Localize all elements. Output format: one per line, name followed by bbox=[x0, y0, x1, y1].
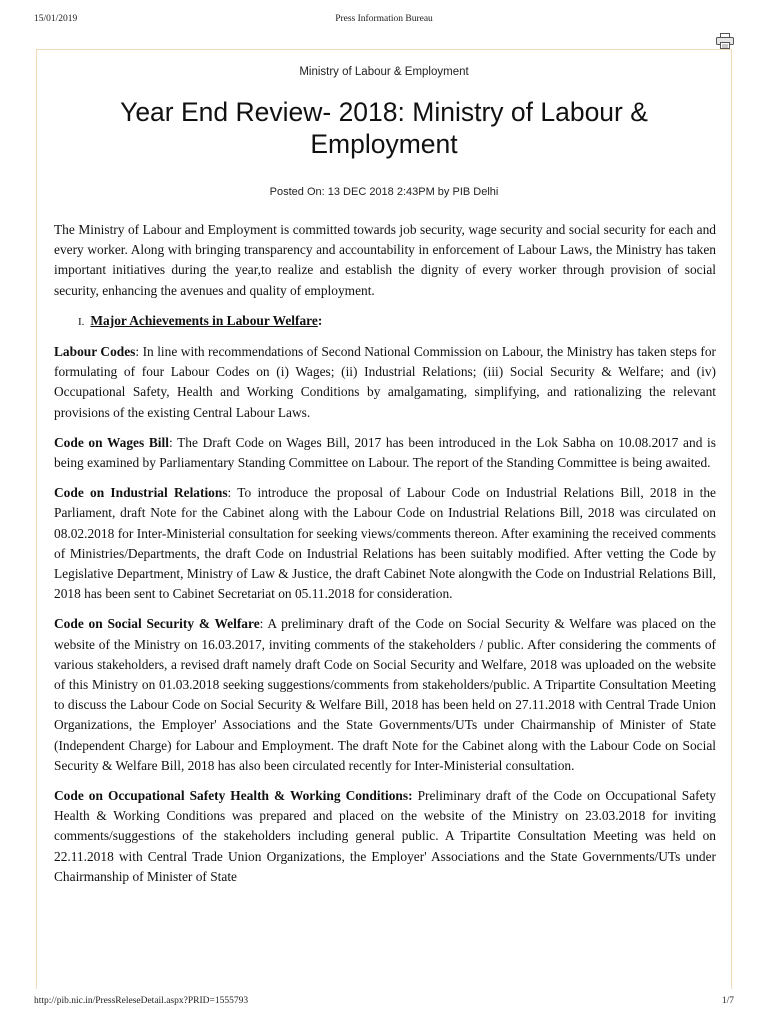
page-number: 1/7 bbox=[721, 996, 734, 1006]
site-title: Press Information Bureau bbox=[335, 14, 433, 24]
paragraph-occupational-safety bbox=[54, 786, 716, 887]
intro-paragraph: The Ministry of Labour and Employment is committed towards job security, wage security and social security for each and every worker. Along with bringing transparency and accountability in enforcement of Labour Laws, the Ministry has taken important initiatives during the year,to realize and establish the dignity of every worker through provision of social security, enhancing the avenues and quality of employment. bbox=[54, 222, 716, 298]
print-header bbox=[34, 14, 734, 28]
press-release-frame bbox=[36, 49, 732, 989]
paragraph-lead: Code on Social Security & Welfare bbox=[54, 616, 260, 632]
section-number: I. bbox=[78, 315, 85, 328]
paragraph-industrial-relations: Code on Industrial Relations: To introduce the proposal of Labour Code on Industrial Relations Bill, 2018 in the Parliament, draft Note for the Cabinet along with the Labour Code on Industrial Relations Bill, 2018 was circulated on 08.02.2018 for Inter-Ministerial consultation for seeking views/comments thereon. After examining the received comments of Ministries/Departments, the draft Code on Industrial Relations has been suitably modified. After vetting the Code by Legislative Department, Ministry of Law & Justice, the draft Cabinet Note alongwith the Code on Industrial Relations Bill, 2018 has been sent to Cabinet Secretariat on 05.11.2018 for consideration. bbox=[54, 485, 717, 602]
paragraph-lead: Labour Codes bbox=[54, 344, 136, 360]
paragraph-labour-codes: Labour Codes: In line with recommendations of Second National Commission on Labour, the Ministry has taken steps for formulating of four Labour Codes on (i) Wages; (ii) Industrial Relations; (iii) Social Security & Welfare; and (iv) Occupational Safety, Health and Working Conditions by amalgamating, simplifying, and rationalizing the relevant provisions of the existing Central Labour Laws. bbox=[54, 344, 716, 420]
posted-on: Posted On: 13 DEC 2018 2:43PM by PIB Delhi bbox=[269, 186, 499, 198]
paragraph-text: In line with recommendations of Second National Commission on Labour, the Ministry has taken steps for formulating of four Labour Codes on (i) Wages; (ii) Industrial Relations; (iii) Social Security & Welfare; and (iv) Occupational Safety, Health and Working Conditions by amalgamating, simplifying, and rationalizing the relevant provisions of the existing Central Labour Laws. bbox=[54, 344, 716, 420]
paragraph-text: The Draft Code on Wages Bill, 2017 has been introduced in the Lok Sabha on 10.08.2017 and is being examined by Parliamentary Standing Committee on Labour. The report of the Standing Committee is being awaited. bbox=[54, 434, 716, 471]
paragraph-lead: Code on Occupational Safety Health & Working Conditions: bbox=[54, 788, 413, 804]
paragraph-lead: Code on Industrial Relations bbox=[54, 485, 228, 501]
section-label: Major Achievements in Labour Welfare bbox=[90, 312, 318, 328]
paragraph-text: Preliminary draft of the Code on Occupational Safety Health & Working Conditions was prepared and placed on the website of the Ministry on 23.03.2018 for inviting comments/suggestions of the stakeholders including general public. A Tripartite Consultation Meeting was held on 22.11.2018 with Central Trade Union Organizations, the Employer' Associations and the State Governments/UTs under Chairmanship of Minister of State bbox=[54, 788, 716, 884]
ministry-name: Ministry of Labour & Employment bbox=[299, 66, 469, 78]
page-title: Year End Review- 2018: Ministry of Labour & Employment bbox=[120, 97, 648, 159]
paragraph-social-security: Code on Social Security & Welfare: A preliminary draft of the Code on Social Security & Welfare was placed on the website of the Ministry on 16.03.2017, inviting comments of the stakeholders / public. After considering the comments of various stakeholders, a revised draft namely draft Code on Social Security and Welfare, 2018 was uploaded on the website of this Ministry on 01.03.2018 seeking suggestions/comments from stakeholders/public. A Tripartite Consultation Meeting to discuss the Labour Code on Social Security & Welfare Bill, 2018 has been held on 27.11.2018 with Central Trade Union Organizations, the Employer' Associations and the State Governments/UTs under Chairmanship of Minister of State (Independent Charge) for Labour and Employment. The draft Note for the Cabinet along with the Labour Code on Social Security & Welfare Bill, 2018 has also been circulated recently for Inter-Ministerial consultation. bbox=[54, 616, 716, 773]
section-heading: I. Major Achievements in Labour Welfare: bbox=[78, 312, 323, 328]
print-date: 15/01/2019 bbox=[34, 14, 78, 24]
print-footer bbox=[34, 996, 734, 1010]
paragraph-text: A preliminary draft of the Code on Social Security & Welfare was placed on the website of the Ministry on 16.03.2017, inviting comments of the stakeholders / public. After considering the comments of various stakeholders, a revised draft namely draft Code on Social Security and Welfare, 2018 was uploaded on the website of this Ministry on 01.03.2018 seeking suggestions/comments from stakeholders/public. A Tripartite Consultation Meeting to discuss the Labour Code on Social Security & Welfare Bill, 2018 has been held on 27.11.2018 with Central Trade Union Organizations, the Employer' Associations and the State Governments/UTs under Chairmanship of Minister of State (Independent Charge) for Labour and Employment. The draft Note for the Cabinet along with the Labour Code on Social Security & Welfare Bill, 2018 has also been circulated recently for Inter-Ministerial consultation. bbox=[54, 616, 716, 773]
paragraph-lead: Code on Wages Bill bbox=[54, 434, 169, 450]
paragraph-code-on-wages: Code on Wages Bill: The Draft Code on Wages Bill, 2017 has been introduced in the Lok Sabha on 10.08.2017 and is being examined by Parliamentary Standing Committee on Labour. The report of the Standing Committee is being awaited. bbox=[54, 434, 716, 471]
release-body bbox=[54, 220, 716, 897]
page-url: http://pib.nic.in/PressReleseDetail.aspx?PRID=1555793 bbox=[34, 996, 249, 1006]
paragraph-text: To introduce the proposal of Labour Code on Industrial Relations Bill, 2018 in the Parliament, draft Note for the Cabinet along with the Labour Code on Industrial Relations Bill, 2018 was circulated on 08.02.2018 for Inter-Ministerial consultation for seeking views/comments thereon. After examining the received comments of Ministries/Departments, the draft Code on Industrial Relations has been suitably modified. After vetting the Code by Legislative Department, Ministry of Law & Justice, the draft Cabinet Note alongwith the Code on Industrial Relations Bill, 2018 has been sent to Cabinet Secretariat on 05.11.2018 for consideration. bbox=[54, 485, 717, 602]
printer-icon[interactable] bbox=[716, 33, 734, 49]
